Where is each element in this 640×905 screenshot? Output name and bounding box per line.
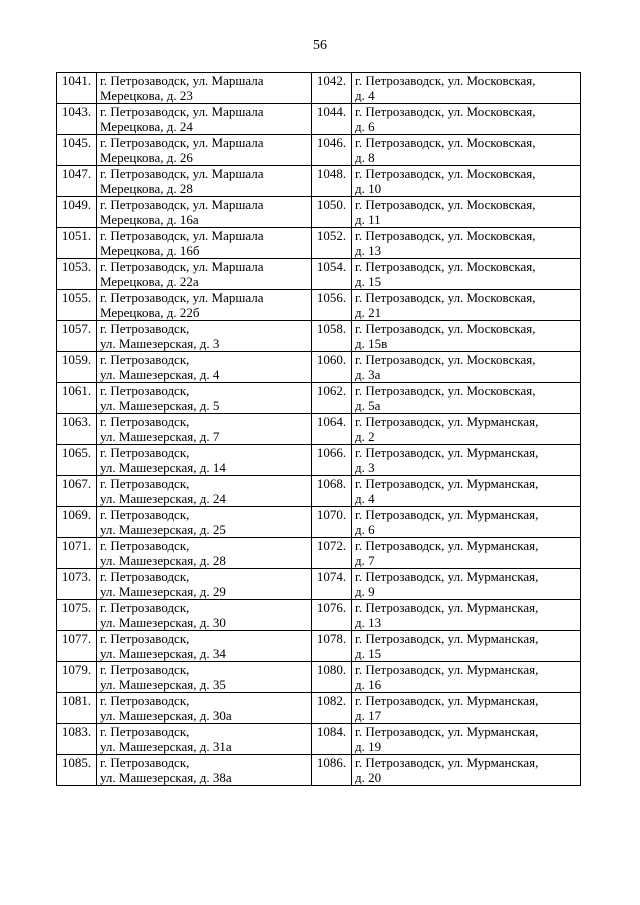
address-line: г. Петрозаводск, ул. Маршала <box>100 73 264 88</box>
address-cell <box>352 383 581 414</box>
address-line: г. Петрозаводск, ул. Маршала <box>100 290 264 305</box>
item-number: 1057. <box>57 321 97 352</box>
address-line: г. Петрозаводск, <box>100 352 190 367</box>
address-line: ул. Машезерская, д. 38а <box>100 770 232 785</box>
address-line: г. Петрозаводск, ул. Мурманская, <box>355 693 539 708</box>
table-row <box>57 228 581 259</box>
item-number: 1072. <box>312 538 352 569</box>
item-number: 1048. <box>312 166 352 197</box>
item-number: 1084. <box>312 724 352 755</box>
table-row <box>57 73 581 104</box>
item-number: 1055. <box>57 290 97 321</box>
address-line: ул. Машезерская, д. 31а <box>100 739 232 754</box>
table-row <box>57 476 581 507</box>
address-cell <box>352 693 581 724</box>
address-line: г. Петрозаводск, ул. Московская, <box>355 321 536 336</box>
address-line: г. Петрозаводск, <box>100 569 190 584</box>
table-row <box>57 600 581 631</box>
address-line: Мерецкова, д. 16б <box>100 243 200 258</box>
address-line: г. Петрозаводск, ул. Мурманская, <box>355 445 539 460</box>
item-number: 1067. <box>57 476 97 507</box>
address-cell <box>97 724 312 755</box>
address-line: д. 7 <box>355 553 375 568</box>
address-line: ул. Машезерская, д. 14 <box>100 460 226 475</box>
item-number: 1085. <box>57 755 97 786</box>
address-cell <box>352 476 581 507</box>
address-line: Мерецкова, д. 22а <box>100 274 199 289</box>
address-line: г. Петрозаводск, ул. Московская, <box>355 352 536 367</box>
address-cell <box>97 693 312 724</box>
table-row <box>57 352 581 383</box>
address-line: г. Петрозаводск, ул. Московская, <box>355 290 536 305</box>
address-line: г. Петрозаводск, <box>100 476 190 491</box>
item-number: 1081. <box>57 693 97 724</box>
address-line: г. Петрозаводск, <box>100 383 190 398</box>
address-cell <box>97 290 312 321</box>
address-line: ул. Машезерская, д. 35 <box>100 677 226 692</box>
address-line: г. Петрозаводск, ул. Мурманская, <box>355 569 539 584</box>
address-line: г. Петрозаводск, <box>100 755 190 770</box>
address-line: г. Петрозаводск, ул. Мурманская, <box>355 631 539 646</box>
table-row <box>57 104 581 135</box>
address-cell <box>97 259 312 290</box>
address-line: д. 10 <box>355 181 382 196</box>
address-line: г. Петрозаводск, ул. Московская, <box>355 228 536 243</box>
address-line: Мерецкова, д. 16а <box>100 212 199 227</box>
address-cell <box>352 600 581 631</box>
address-line: г. Петрозаводск, <box>100 445 190 460</box>
address-cell <box>97 135 312 166</box>
address-cell <box>352 631 581 662</box>
address-cell <box>97 662 312 693</box>
address-line: д. 16 <box>355 677 382 692</box>
address-cell <box>97 755 312 786</box>
address-table <box>56 72 581 786</box>
address-cell <box>352 290 581 321</box>
address-line: г. Петрозаводск, ул. Московская, <box>355 104 536 119</box>
address-line: г. Петрозаводск, <box>100 538 190 553</box>
item-number: 1056. <box>312 290 352 321</box>
address-cell <box>97 352 312 383</box>
table-row <box>57 383 581 414</box>
address-line: ул. Машезерская, д. 4 <box>100 367 220 382</box>
address-line: г. Петрозаводск, ул. Московская, <box>355 383 536 398</box>
address-line: г. Петрозаводск, ул. Мурманская, <box>355 507 539 522</box>
address-cell <box>352 662 581 693</box>
address-line: ул. Машезерская, д. 7 <box>100 429 220 444</box>
item-number: 1065. <box>57 445 97 476</box>
address-cell <box>97 321 312 352</box>
address-cell <box>97 414 312 445</box>
item-number: 1049. <box>57 197 97 228</box>
address-line: г. Петрозаводск, ул. Мурманская, <box>355 476 539 491</box>
address-cell <box>97 631 312 662</box>
address-cell <box>97 445 312 476</box>
address-line: г. Петрозаводск, <box>100 631 190 646</box>
address-cell <box>352 538 581 569</box>
address-line: г. Петрозаводск, ул. Московская, <box>355 135 536 150</box>
address-line: г. Петрозаводск, ул. Московская, <box>355 73 536 88</box>
item-number: 1042. <box>312 73 352 104</box>
address-cell <box>352 724 581 755</box>
item-number: 1059. <box>57 352 97 383</box>
address-line: ул. Машезерская, д. 5 <box>100 398 220 413</box>
address-cell <box>352 445 581 476</box>
address-line: г. Петрозаводск, ул. Московская, <box>355 197 536 212</box>
address-cell <box>97 476 312 507</box>
item-number: 1075. <box>57 600 97 631</box>
address-cell <box>352 352 581 383</box>
item-number: 1077. <box>57 631 97 662</box>
table-row <box>57 538 581 569</box>
table-row <box>57 755 581 786</box>
address-line: д. 15 <box>355 274 382 289</box>
address-line: г. Петрозаводск, ул. Мурманская, <box>355 724 539 739</box>
table-row <box>57 507 581 538</box>
address-line: д. 6 <box>355 119 375 134</box>
address-line: Мерецкова, д. 28 <box>100 181 193 196</box>
address-line: г. Петрозаводск, <box>100 724 190 739</box>
address-line: д. 8 <box>355 150 375 165</box>
item-number: 1045. <box>57 135 97 166</box>
table-row <box>57 693 581 724</box>
address-line: г. Петрозаводск, ул. Маршала <box>100 228 264 243</box>
item-number: 1083. <box>57 724 97 755</box>
address-cell <box>97 104 312 135</box>
item-number: 1070. <box>312 507 352 538</box>
item-number: 1053. <box>57 259 97 290</box>
item-number: 1062. <box>312 383 352 414</box>
address-line: г. Петрозаводск, ул. Маршала <box>100 166 264 181</box>
address-line: г. Петрозаводск, ул. Мурманская, <box>355 538 539 553</box>
table-row <box>57 166 581 197</box>
item-number: 1051. <box>57 228 97 259</box>
address-line: г. Петрозаводск, ул. Маршала <box>100 197 264 212</box>
item-number: 1043. <box>57 104 97 135</box>
address-line: Мерецкова, д. 23 <box>100 88 193 103</box>
item-number: 1068. <box>312 476 352 507</box>
address-cell <box>97 73 312 104</box>
address-line: Мерецкова, д. 24 <box>100 119 193 134</box>
table-row <box>57 724 581 755</box>
address-line: д. 2 <box>355 429 375 444</box>
page-number: 56 <box>313 38 327 53</box>
address-line: д. 5а <box>355 398 381 413</box>
address-line: ул. Машезерская, д. 30 <box>100 615 226 630</box>
item-number: 1069. <box>57 507 97 538</box>
item-number: 1047. <box>57 166 97 197</box>
address-cell <box>97 166 312 197</box>
address-line: ул. Машезерская, д. 25 <box>100 522 226 537</box>
address-cell <box>352 104 581 135</box>
address-line: г. Петрозаводск, ул. Маршала <box>100 104 264 119</box>
table-row <box>57 662 581 693</box>
address-line: д. 3 <box>355 460 375 475</box>
address-table-body <box>57 73 581 786</box>
item-number: 1078. <box>312 631 352 662</box>
item-number: 1082. <box>312 693 352 724</box>
address-line: г. Петрозаводск, <box>100 662 190 677</box>
address-cell <box>352 414 581 445</box>
address-line: г. Петрозаводск, ул. Мурманская, <box>355 755 539 770</box>
address-line: ул. Машезерская, д. 29 <box>100 584 226 599</box>
address-line: д. 11 <box>355 212 381 227</box>
address-line: г. Петрозаводск, <box>100 693 190 708</box>
item-number: 1079. <box>57 662 97 693</box>
address-line: ул. Машезерская, д. 30а <box>100 708 232 723</box>
table-row <box>57 197 581 228</box>
address-cell <box>352 259 581 290</box>
table-row <box>57 569 581 600</box>
item-number: 1073. <box>57 569 97 600</box>
address-line: д. 13 <box>355 615 382 630</box>
address-line: ул. Машезерская, д. 34 <box>100 646 226 661</box>
table-row <box>57 445 581 476</box>
address-line: г. Петрозаводск, ул. Московская, <box>355 259 536 274</box>
table-row <box>57 259 581 290</box>
address-line: г. Петрозаводск, <box>100 507 190 522</box>
address-line: г. Петрозаводск, <box>100 414 190 429</box>
address-cell <box>97 197 312 228</box>
address-cell <box>352 569 581 600</box>
item-number: 1080. <box>312 662 352 693</box>
address-cell <box>352 321 581 352</box>
address-line: г. Петрозаводск, ул. Московская, <box>355 166 536 181</box>
address-line: г. Петрозаводск, <box>100 321 190 336</box>
address-line: ул. Машезерская, д. 28 <box>100 553 226 568</box>
item-number: 1046. <box>312 135 352 166</box>
table-row <box>57 321 581 352</box>
address-line: г. Петрозаводск, <box>100 600 190 615</box>
address-line: д. 17 <box>355 708 382 723</box>
item-number: 1058. <box>312 321 352 352</box>
table-row <box>57 631 581 662</box>
address-line: ул. Машезерская, д. 3 <box>100 336 220 351</box>
address-cell <box>97 538 312 569</box>
address-line: г. Петрозаводск, ул. Маршала <box>100 259 264 274</box>
item-number: 1041. <box>57 73 97 104</box>
address-line: г. Петрозаводск, ул. Мурманская, <box>355 600 539 615</box>
address-line: Мерецкова, д. 22б <box>100 305 200 320</box>
address-cell <box>97 383 312 414</box>
item-number: 1076. <box>312 600 352 631</box>
table-row <box>57 290 581 321</box>
address-line: д. 9 <box>355 584 375 599</box>
address-line: г. Петрозаводск, ул. Маршала <box>100 135 264 150</box>
address-line: ул. Машезерская, д. 24 <box>100 491 226 506</box>
address-cell <box>352 228 581 259</box>
address-line: д. 15в <box>355 336 388 351</box>
item-number: 1044. <box>312 104 352 135</box>
item-number: 1052. <box>312 228 352 259</box>
address-line: д. 20 <box>355 770 382 785</box>
table-row <box>57 414 581 445</box>
item-number: 1061. <box>57 383 97 414</box>
address-cell <box>352 166 581 197</box>
address-cell <box>97 600 312 631</box>
item-number: 1060. <box>312 352 352 383</box>
address-line: д. 13 <box>355 243 382 258</box>
item-number: 1063. <box>57 414 97 445</box>
address-line: д. 15 <box>355 646 382 661</box>
address-cell <box>352 507 581 538</box>
address-line: д. 19 <box>355 739 382 754</box>
address-line: д. 21 <box>355 305 382 320</box>
address-cell <box>352 755 581 786</box>
address-cell <box>97 569 312 600</box>
address-line: г. Петрозаводск, ул. Мурманская, <box>355 662 539 677</box>
address-line: г. Петрозаводск, ул. Мурманская, <box>355 414 539 429</box>
address-line: д. 6 <box>355 522 375 537</box>
item-number: 1050. <box>312 197 352 228</box>
address-cell <box>97 507 312 538</box>
address-line: д. 4 <box>355 491 375 506</box>
item-number: 1066. <box>312 445 352 476</box>
item-number: 1086. <box>312 755 352 786</box>
address-cell <box>97 228 312 259</box>
table-row <box>57 135 581 166</box>
item-number: 1064. <box>312 414 352 445</box>
address-cell <box>352 73 581 104</box>
address-cell <box>352 135 581 166</box>
item-number: 1054. <box>312 259 352 290</box>
address-line: Мерецкова, д. 26 <box>100 150 193 165</box>
address-line: д. 4 <box>355 88 375 103</box>
item-number: 1074. <box>312 569 352 600</box>
address-line: д. 3а <box>355 367 381 382</box>
address-cell <box>352 197 581 228</box>
item-number: 1071. <box>57 538 97 569</box>
